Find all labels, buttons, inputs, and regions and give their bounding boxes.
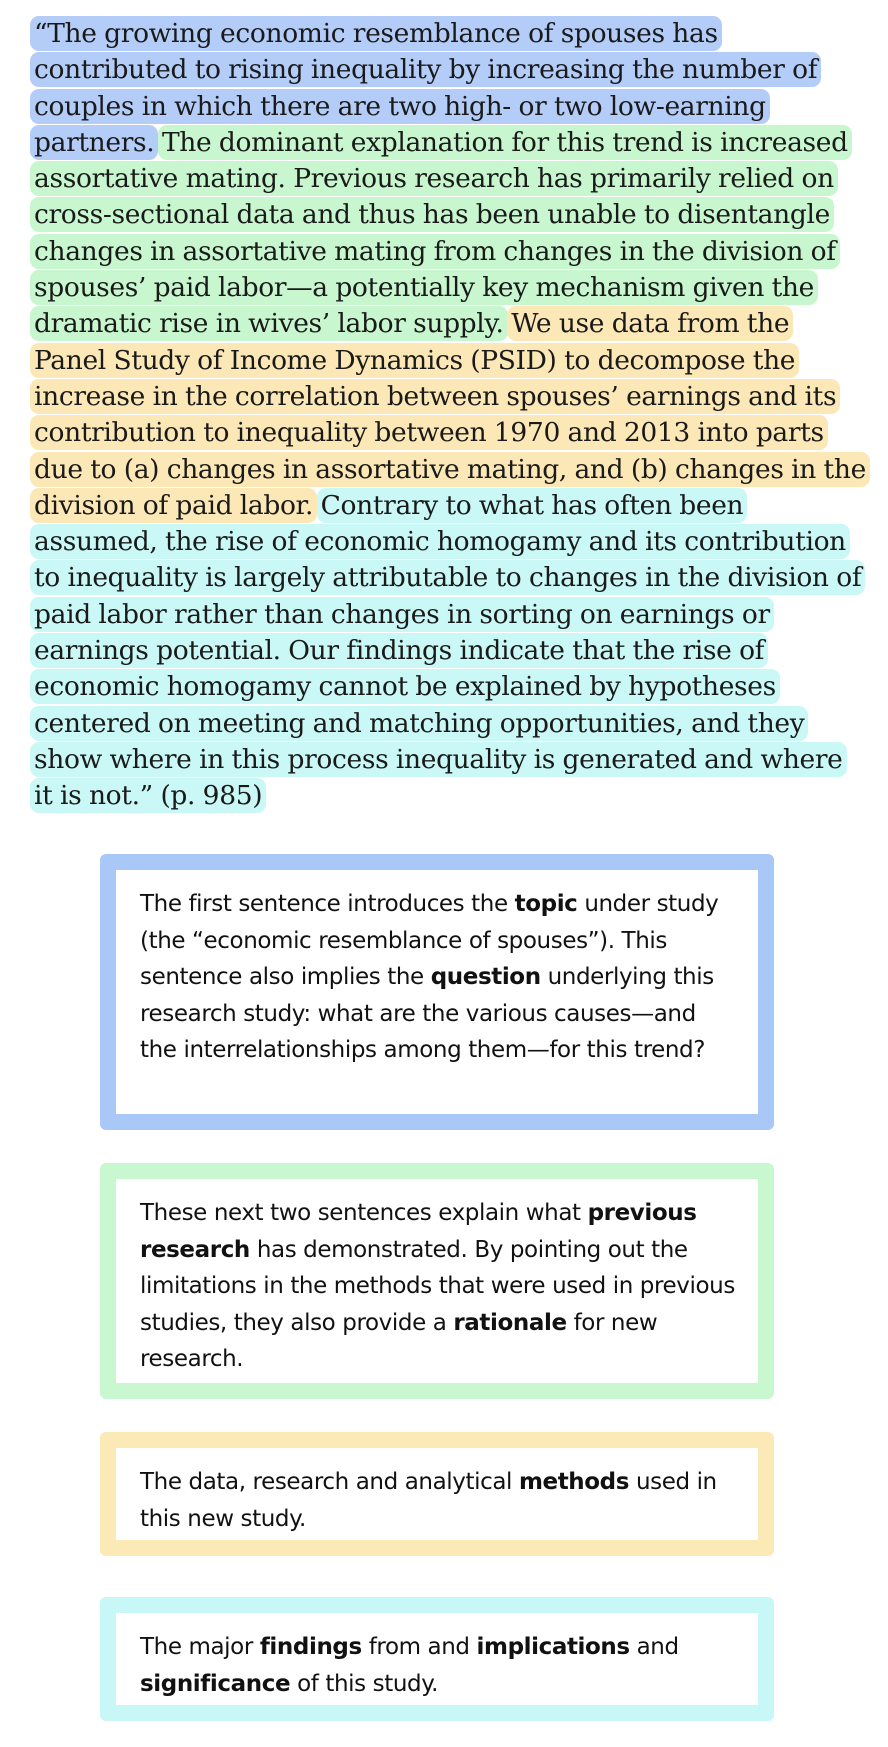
callout-topic-text-2: under study (the “economic resemblance of spouses”). This sentence also implies the <box>140 891 719 990</box>
callout-methods-text-2: used in this new study. <box>140 1469 717 1532</box>
abstract-quote <box>34 16 866 815</box>
callout-topic-text-1: The first sentence introduces the <box>140 891 515 917</box>
open-quote-mark: “ <box>34 18 48 49</box>
callout-topic-bold-question: question <box>430 964 541 990</box>
close-quote-mark: ” <box>139 780 153 812</box>
callout-topic <box>100 854 774 1130</box>
callout-previous-research <box>100 1163 774 1399</box>
callout-research-bold-rationale: rationale <box>453 1309 567 1336</box>
callout-methods <box>100 1432 774 1556</box>
callout-findings-bold-implications: implications <box>476 1634 630 1660</box>
callout-topic-text-3: underlying this research study: what are the various causes—and the interrelationships among them—for this trend? <box>140 964 714 1063</box>
sentence-topic: The growing economic resemblance of spouses has contributed to rising inequality by increasing the number of couples in which there are two high- or two low-earning partners. <box>34 18 818 158</box>
sentence-findings: Contrary to what has often been assumed, the rise of economic homogamy and its contribution to inequality is largely attributable to changes in the division of paid labor rather than changes in sorting on earnings or earnings potential. Our findings indicate that the rise of economic homogamy cannot be explained by hypotheses centered on meeting and matching opportunities, and they show where in this process inequality is generated and where it is not. <box>34 489 862 812</box>
callout-methods-text-1: The data, research and analytical <box>140 1469 519 1495</box>
sentence-methods: We use data from the Panel Study of Income Dynamics (PSID) to decompose the increase in the correlation between spouses’ earnings and its contribution to inequality between 1970 and 2013 into parts due to (a) changes in assortative mating, and (b) changes in the division of paid labor. <box>34 308 866 521</box>
callout-findings-text <box>116 1613 758 1716</box>
page-citation: (p. 985) <box>160 780 263 812</box>
callout-findings <box>100 1597 774 1721</box>
callout-topic-text <box>116 870 758 1083</box>
sentence-previous-research: The dominant explanation for this trend is increased assortative mating. Previous research has primarily relied on cross-sectional data and thus has been unable to disentangle changes in assortative mating from changes in the division of spouses’ paid labor—a potentially key mechanism given the dramatic rise in wives’ labor supply. <box>34 126 848 340</box>
callout-research-text-3: for new research. <box>140 1309 658 1372</box>
highlight-findings <box>30 488 865 813</box>
callout-findings-bold-significance: significance <box>140 1670 291 1697</box>
callout-research-bold-previous-research: previous research <box>140 1200 697 1263</box>
callout-findings-text-3: and <box>629 1634 679 1660</box>
callout-previous-research-text <box>116 1179 758 1392</box>
callout-findings-bold-findings: findings <box>259 1634 362 1660</box>
callout-findings-text-1: The major <box>140 1634 260 1660</box>
callout-findings-text-4: of this study. <box>290 1670 439 1697</box>
callout-topic-bold-topic: topic <box>514 891 578 917</box>
callout-research-text-2: has demonstrated. By pointing out the limitations in the methods that were used in previous studies, they also provide a <box>140 1236 735 1336</box>
callout-methods-bold-methods: methods <box>518 1469 630 1495</box>
callout-methods-text <box>116 1448 758 1551</box>
callout-findings-text-2: from and <box>361 1634 477 1660</box>
callout-research-text-1: These next two sentences explain what <box>140 1200 588 1226</box>
